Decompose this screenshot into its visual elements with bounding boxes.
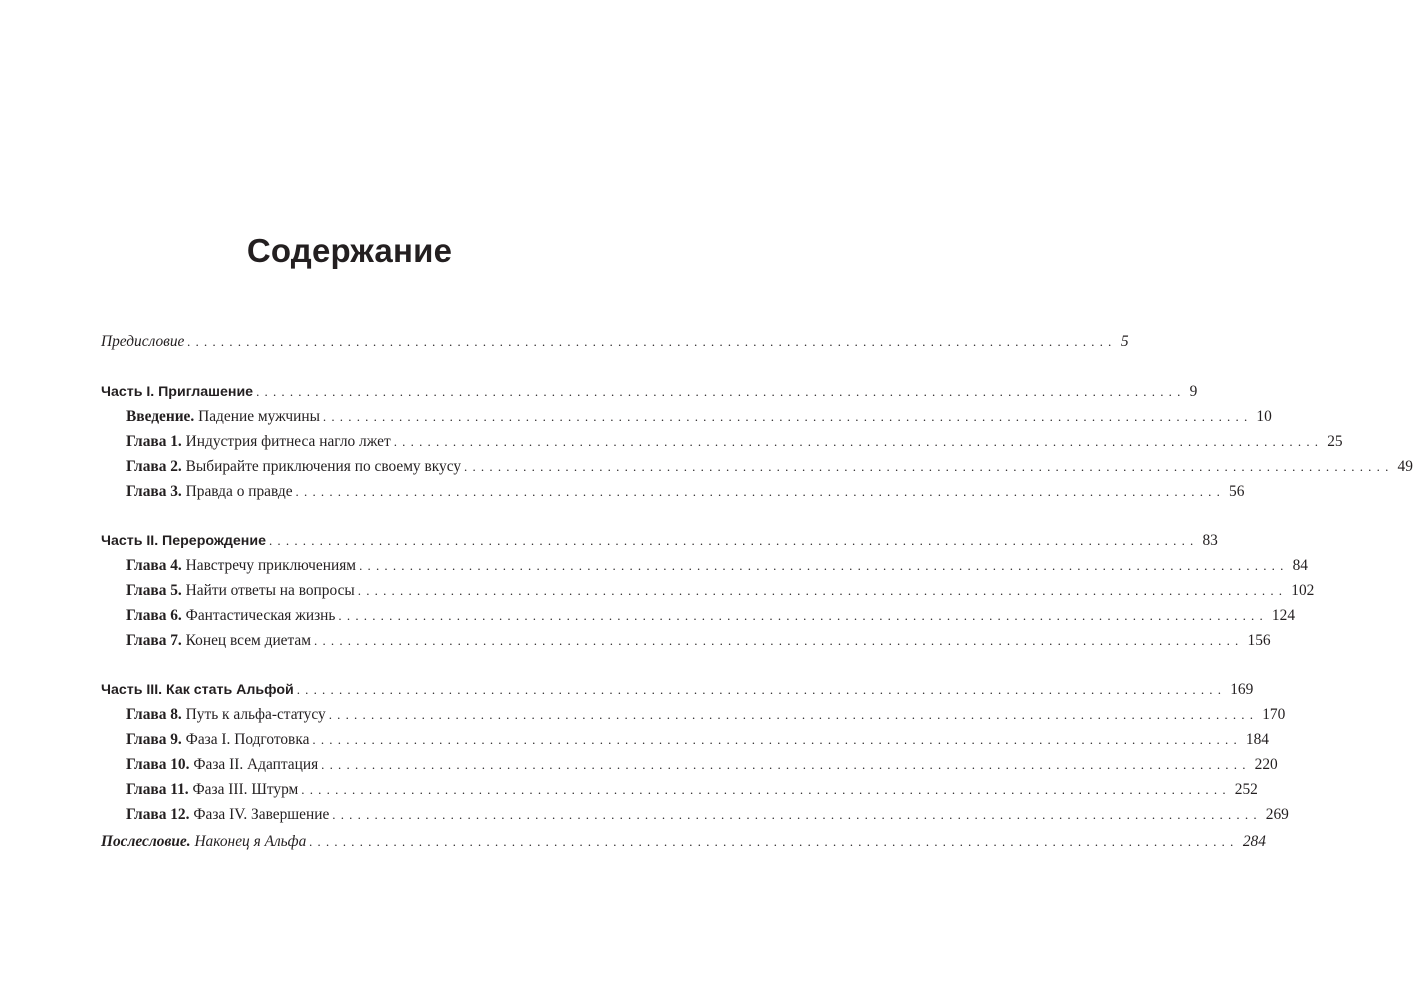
entry-prefix: Глава 4. (126, 557, 182, 574)
entry-prefix: Глава 10. (126, 756, 190, 773)
toc-entry-chapter-9 (101, 729, 1269, 751)
entry-prefix: Глава 9. (126, 731, 182, 748)
dot-leader: .............................................................................................................. (464, 459, 1394, 474)
page-number: 83 (1202, 532, 1218, 549)
entry-title: Путь к альфа-статусу (185, 706, 326, 723)
page-number: 252 (1234, 781, 1258, 798)
entry-prefix: Глава 8. (126, 706, 182, 723)
page-number: 102 (1291, 582, 1315, 599)
entry-title: Выбирайте приключения по своему вкусу (185, 458, 462, 475)
entry-title: Приглашение (158, 384, 254, 400)
entry-title: Наконец я Альфа (194, 833, 307, 850)
dot-leader: .............................................................................................................. (301, 782, 1231, 797)
entry-title: Падение мужчины (198, 408, 320, 425)
dot-leader: .............................................................................................................. (322, 409, 1253, 424)
entry-title: Фаза III. Штурм (192, 781, 299, 798)
entry-prefix: Часть II. (101, 533, 159, 549)
toc-entry-part-1 (101, 381, 1198, 403)
entry-prefix: Глава 1. (126, 433, 182, 450)
page-number: 124 (1271, 607, 1296, 624)
entry-title: Навстречу приключениям (185, 557, 357, 574)
entry-title: Правда о правде (185, 483, 293, 500)
entry-prefix: Глава 6. (126, 607, 182, 624)
entry-prefix: Глава 5. (126, 582, 182, 599)
page-number: 5 (1120, 333, 1129, 350)
toc-entry-part-3 (101, 679, 1254, 701)
toc-entry-chapter-2 (101, 456, 1413, 478)
dot-leader: .............................................................................................................. (321, 757, 1251, 772)
page-number: 184 (1245, 731, 1269, 748)
toc-entry-chapter-1 (101, 431, 1343, 453)
page-number: 49 (1397, 458, 1413, 475)
dot-leader: .............................................................................................................. (332, 807, 1262, 822)
page-number: 220 (1254, 756, 1278, 773)
dot-leader: .............................................................................................................. (268, 533, 1199, 548)
toc-entry-chapter-10 (101, 754, 1278, 776)
entry-prefix: Глава 3. (126, 483, 182, 500)
entry-title: Найти ответы на вопросы (185, 582, 355, 599)
toc-entry-part-2 (101, 530, 1218, 552)
page-number: 25 (1327, 433, 1343, 450)
dot-leader: .............................................................................................................. (312, 732, 1242, 747)
toc-entry-chapter-5 (101, 580, 1315, 602)
toc-entry-chapter-6 (101, 605, 1296, 627)
page-number: 56 (1229, 483, 1245, 500)
page-number: 84 (1292, 557, 1308, 574)
entry-prefix: Введение. (126, 408, 195, 425)
dot-leader: .............................................................................................................. (256, 384, 1186, 399)
toc-entry-chapter-12 (101, 804, 1289, 826)
dot-leader: .............................................................................................................. (295, 484, 1226, 499)
page-number: 170 (1262, 706, 1286, 723)
toc-entry-chapter-7 (101, 630, 1271, 652)
entry-title: Фаза I. Подготовка (185, 731, 310, 748)
entry-prefix: Глава 2. (126, 458, 182, 475)
entry-title: Фантастическая жизнь (185, 607, 336, 624)
entry-prefix: Часть I. (101, 384, 155, 400)
dot-leader: .............................................................................................................. (359, 558, 1289, 573)
toc-entry-chapter-4 (101, 555, 1308, 577)
entry-prefix: Глава 7. (126, 632, 182, 649)
dot-leader: .............................................................................................................. (187, 334, 1117, 349)
toc-entry-afterword (101, 831, 1266, 853)
entry-title: Фаза II. Адаптация (193, 756, 319, 773)
dot-leader: .............................................................................................................. (296, 682, 1227, 697)
toc-entry-foreword (101, 331, 1129, 353)
page-number: 156 (1247, 632, 1271, 649)
entry-title: Фаза IV. Завершение (193, 806, 330, 823)
dot-leader: .............................................................................................................. (328, 707, 1259, 722)
entry-title: Перерождение (162, 533, 266, 549)
page-number: 9 (1189, 383, 1198, 400)
page-number: 269 (1265, 806, 1289, 823)
dot-leader: .............................................................................................................. (314, 633, 1244, 648)
page-number: 284 (1242, 833, 1266, 850)
dot-leader: .............................................................................................................. (393, 434, 1324, 449)
entry-prefix: Часть III. (101, 682, 163, 698)
toc-entry-chapter-11 (101, 779, 1258, 801)
dot-leader: .............................................................................................................. (338, 608, 1268, 623)
page-title: Содержание (246, 232, 453, 269)
page-number: 169 (1230, 681, 1254, 698)
entry-title: Индустрия фитнеса нагло лжет (185, 433, 391, 450)
entry-prefix: Послесловие. (101, 833, 191, 850)
page-number: 10 (1256, 408, 1272, 425)
entry-prefix: Глава 12. (126, 806, 190, 823)
toc-entry-introduction (101, 406, 1272, 428)
dot-leader: .............................................................................................................. (357, 583, 1288, 598)
dot-leader: .............................................................................................................. (309, 834, 1239, 849)
entry-title: Как стать Альфой (166, 682, 294, 698)
toc-entry-chapter-8 (101, 704, 1286, 726)
entry-title: Предисловие (101, 333, 185, 350)
entry-prefix: Глава 11. (126, 781, 189, 798)
toc-entry-chapter-3 (101, 481, 1245, 503)
entry-title: Конец всем диетам (185, 632, 311, 649)
